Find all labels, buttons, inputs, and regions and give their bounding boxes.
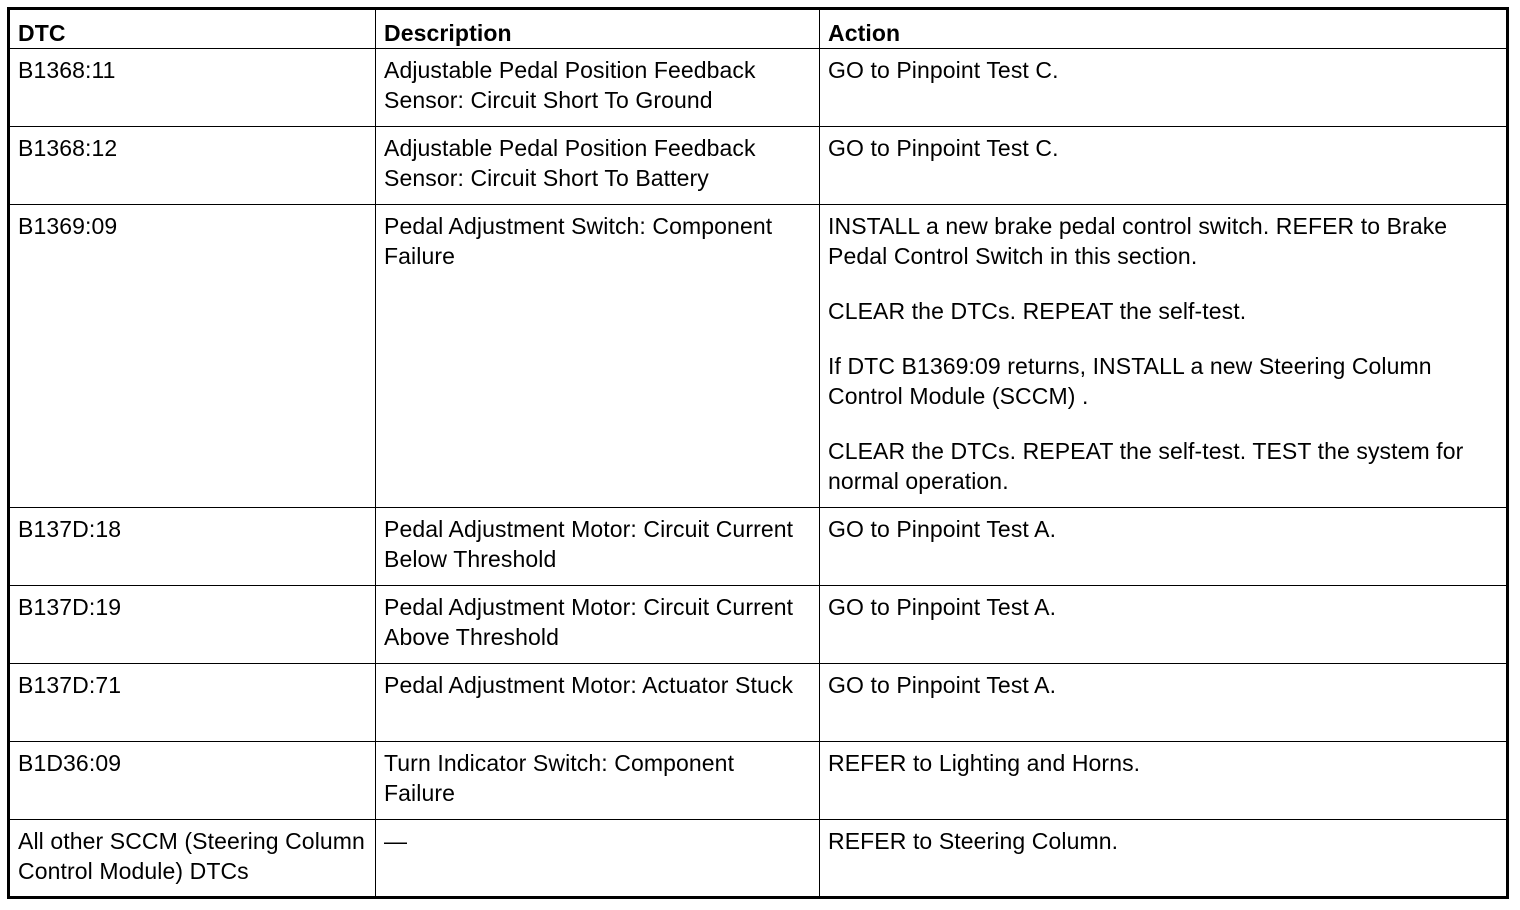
action-text: GO to Pinpoint Test A. [828,516,1057,542]
table-header-row [9,9,1508,49]
action-text: INSTALL a new brake pedal control switch. REFER to Brake Pedal Control Switch in this section. [828,213,1448,269]
table-row [9,586,1508,664]
action-text: GO to Pinpoint Test C. [828,57,1059,83]
dtc-cell: B1369:09 [9,205,376,508]
action-cell [820,49,1508,127]
action-cell [820,127,1508,205]
action-cell [820,664,1508,742]
dtc-cell: B1368:11 [9,49,376,127]
action-text: GO to Pinpoint Test A. [828,594,1057,620]
action-cell [820,820,1508,898]
action-text: REFER to Lighting and Horns. [828,750,1141,776]
table-row [9,508,1508,586]
table-row [9,820,1508,898]
description-cell: Pedal Adjustment Switch: Component Failure [376,205,820,508]
description-cell: — [376,820,820,898]
dtc-cell: B1368:12 [9,127,376,205]
table-row [9,742,1508,820]
action-text: GO to Pinpoint Test C. [828,135,1059,161]
action-text: GO to Pinpoint Test A. [828,672,1057,698]
header-action: Action [820,9,1508,49]
dtc-table [7,7,1509,899]
dtc-cell: All other SCCM (Steering Column Control Module) DTCs [9,820,376,898]
description-cell: Pedal Adjustment Motor: Actuator Stuck [376,664,820,742]
description-cell: Adjustable Pedal Position Feedback Sensor: Circuit Short To Battery [376,127,820,205]
table-row [9,664,1508,742]
table-row [9,205,1508,508]
action-text: CLEAR the DTCs. REPEAT the self-test. TEST the system for normal operation. [828,438,1464,494]
action-text: REFER to Steering Column. [828,828,1119,854]
description-cell: Pedal Adjustment Motor: Circuit Current Below Threshold [376,508,820,586]
table-row [9,49,1508,127]
description-cell: Turn Indicator Switch: Component Failure [376,742,820,820]
description-cell: Pedal Adjustment Motor: Circuit Current Above Threshold [376,586,820,664]
table-row [9,127,1508,205]
action-cell [820,742,1508,820]
action-text: If DTC B1369:09 returns, INSTALL a new Steering Column Control Module (SCCM) . [828,353,1432,409]
dtc-cell: B137D:71 [9,664,376,742]
dtc-cell: B137D:18 [9,508,376,586]
header-dtc: DTC [9,9,376,49]
action-cell [820,508,1508,586]
header-description: Description [376,9,820,49]
description-cell: Adjustable Pedal Position Feedback Sensor: Circuit Short To Ground [376,49,820,127]
dtc-cell: B137D:19 [9,586,376,664]
action-cell [820,586,1508,664]
action-text: CLEAR the DTCs. REPEAT the self-test. [828,298,1247,324]
action-cell [820,205,1508,508]
dtc-cell: B1D36:09 [9,742,376,820]
